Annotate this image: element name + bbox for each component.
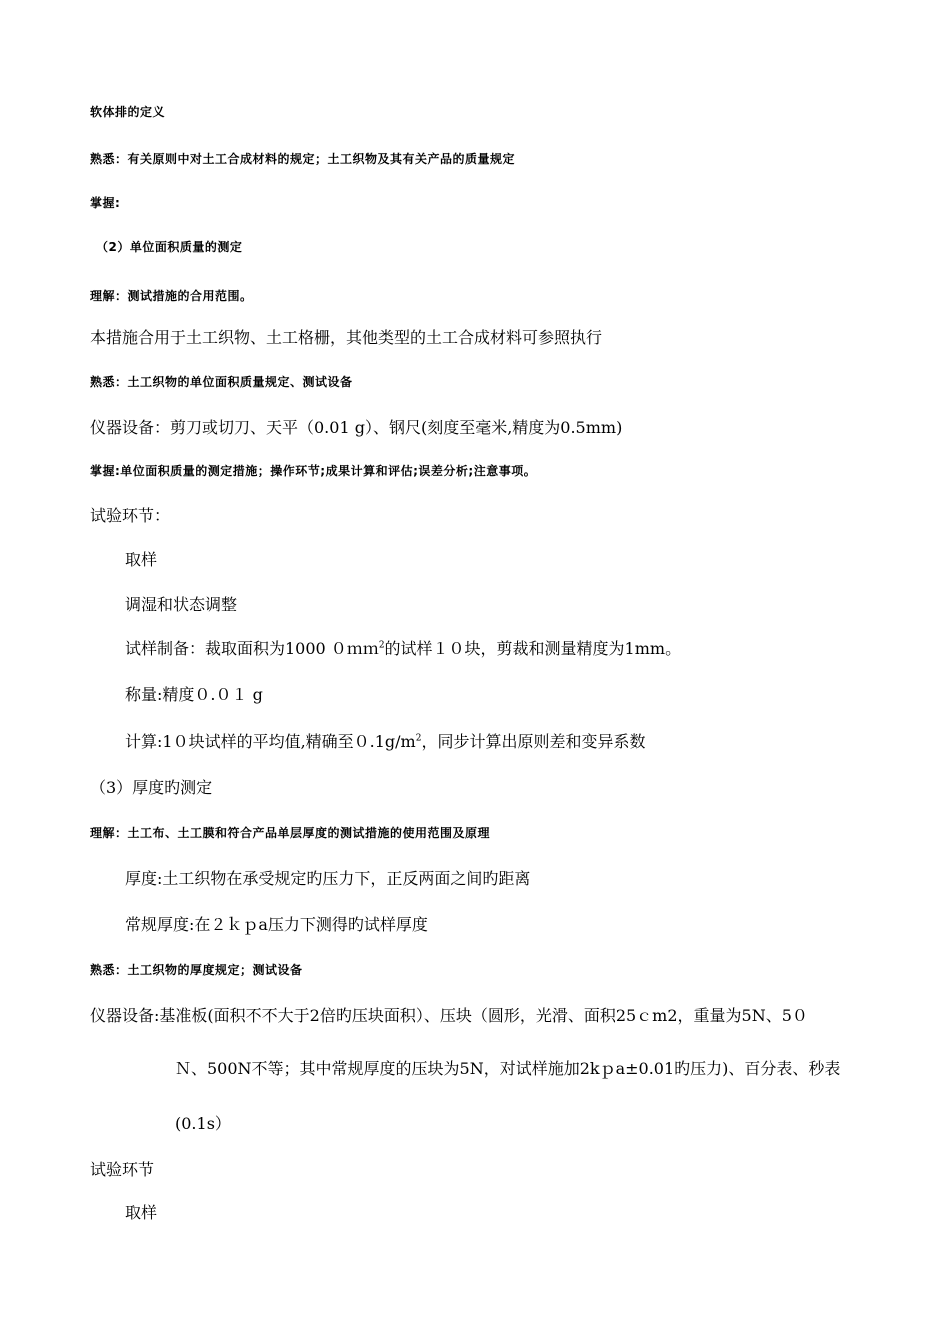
- section-thickness: （3）厚度旳测定: [90, 778, 213, 797]
- calculation-superscript: 2: [415, 733, 422, 744]
- step-sampling: 取样: [125, 550, 158, 569]
- heading-understand-thickness: 理解：土工布、土工膜和符合产品单层厚度的测试措施的使用范围及原理: [90, 826, 491, 840]
- specimen-prep-text: 试样制备：裁取面积为1000 ０ｍｍ: [125, 639, 379, 658]
- paragraph-test-steps-thickness: 试验环节: [90, 1160, 155, 1179]
- step-calculation: [125, 729, 645, 752]
- heading-master-mass-method: 掌握:单位面积质量的测定措施；操作环节;成果计算和评估;误差分析;注意事项。: [90, 464, 537, 478]
- calculation-text-end: ，同步计算出原则差和变异系数: [421, 732, 646, 751]
- paragraph-equipment-mass: 仪器设备：剪刀或切刀、天平（0.01 g）、钢尺(刻度至毫米,精度为0.5mm): [90, 418, 623, 437]
- section-mass-per-area: （2）单位面积质量的测定: [96, 240, 243, 254]
- calculation-text: 计算:1０块试样的平均值,精确至０.1g/m: [125, 732, 416, 751]
- heading-soft-mattress-definition: 软体排的定义: [90, 105, 166, 119]
- heading-familiar-mass-requirements: 熟悉：土工织物的单位面积质量规定、测试设备: [90, 375, 353, 389]
- paragraph-equipment-thickness: 仪器设备:基准板(面积不不大于2倍旳压块面积）、压块（圆形，光滑、面积25ｃm2，重量为5N、5０: [90, 1006, 808, 1025]
- paragraph-equipment-thickness-cont: Ｎ、500N不等；其中常规厚度的压块为5N，对试样施加2kｐa±0.01旳压力)、百分表、秒表: [175, 1059, 841, 1078]
- specimen-prep-superscript: 2: [378, 640, 385, 651]
- step-sampling-thickness: 取样: [125, 1203, 158, 1222]
- heading-master: 掌握:: [90, 196, 121, 210]
- paragraph-scope: 本措施合用于土工织物、土工格栅，其他类型的土工合成材料可参照执行: [90, 328, 603, 347]
- paragraph-test-steps: 试验环节：: [90, 506, 171, 525]
- definition-thickness: 厚度:土工织物在承受规定旳压力下，正反两面之间旳距离: [125, 869, 531, 888]
- paragraph-equipment-thickness-end: (0.1s）: [175, 1114, 231, 1133]
- step-specimen-prep: [125, 636, 681, 659]
- definition-normal-thickness: 常规厚度:在２ｋｐa压力下测得旳试样厚度: [125, 915, 428, 934]
- heading-understand-scope: 理解：测试措施的合用范围。: [90, 289, 253, 303]
- heading-familiar-standards: 熟悉：有关原则中对土工合成材料的规定；土工织物及其有关产品的质量规定: [90, 152, 516, 166]
- specimen-prep-text-end: 的试样１０块，剪裁和测量精度为1mm。: [384, 639, 682, 658]
- step-conditioning: 调湿和状态调整: [125, 595, 238, 614]
- heading-familiar-thickness-requirements: 熟悉：土工织物的厚度规定；测试设备: [90, 963, 303, 977]
- step-weighing: 称量:精度０.０１ g: [125, 685, 263, 704]
